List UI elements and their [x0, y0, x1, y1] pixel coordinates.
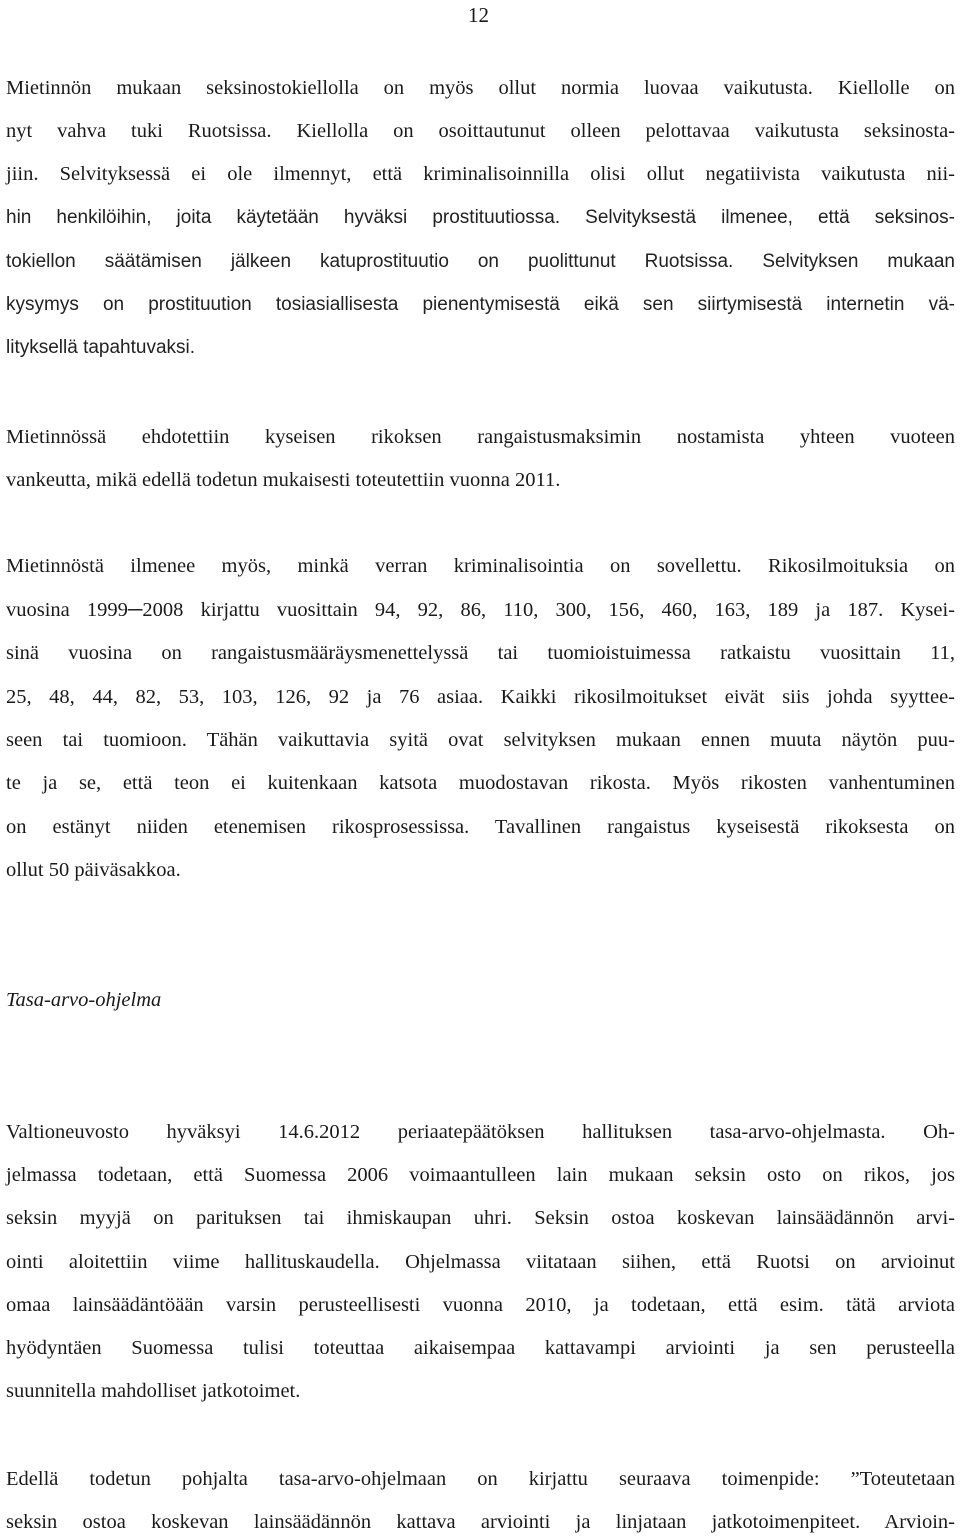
text-line: on estänyt niiden etenemisen rikosprosessissa. Tavallinen rangaistus kyseisestä rikoksesta on: [6, 816, 955, 838]
text-line: Valtioneuvosto hyväksyi 14.6.2012 periaatepäätöksen hallituksen tasa-arvo-ohjelmasta. Oh-: [6, 1121, 955, 1143]
section-heading: Tasa-arvo-ohjelma: [6, 989, 162, 1011]
text-line: seen tai tuomioon. Tähän vaikuttavia syitä ovat selvityksen mukaan ennen muuta näytön puu-: [6, 729, 955, 751]
text-line: ollut 50 päiväsakkoa.: [6, 859, 181, 881]
text-line: vankeutta, mikä edellä todetun mukaisesti toteutettiin vuonna 2011.: [6, 469, 561, 491]
text-line: nyt vahva tuki Ruotsissa. Kiellolla on osoittautunut olleen pelottavaa vaikutusta seksinosta-: [6, 120, 955, 142]
text-line: sinä vuosina on rangaistusmääräysmenettelyssä tai tuomioistuimessa ratkaistu vuosittain 11,: [6, 642, 955, 664]
text-line: kysymys on prostituution tosiasiallisesta pienentymisestä eikä sen siirtymisestä internetin vä-: [6, 294, 955, 315]
text-line: omaa lainsäädäntöään varsin perusteellisesti vuonna 2010, ja todetaan, että esim. tätä arviota: [6, 1294, 955, 1316]
text-line: 25, 48, 44, 82, 53, 103, 126, 92 ja 76 asiaa. Kaikki rikosilmoitukset eivät siis johda syyttee-: [6, 686, 955, 708]
text-line: jelmassa todetaan, että Suomessa 2006 voimaantulleen lain mukaan seksin osto on rikos, jos: [6, 1164, 955, 1186]
text-line: Mietinnössä ehdotettiin kyseisen rikoksen rangaistusmaksimin nostamista yhteen vuoteen: [6, 426, 955, 448]
text-line: Edellä todetun pohjalta tasa-arvo-ohjelmaan on kirjattu seuraava toimenpide: ”Toteutetaan: [6, 1468, 955, 1490]
text-line: hin henkilöihin, joita käytetään hyväksi prostituutiossa. Selvityksestä ilmenee, että seksinos-: [6, 207, 955, 228]
text-line: jiin. Selvityksessä ei ole ilmennyt, että kriminalisoinnilla olisi ollut negatiivista vaikutusta nii-: [6, 163, 955, 185]
text-line: ointi aloitettiin viime hallituskaudella. Ohjelmassa viitataan siihen, että Ruotsi on arvioinut: [6, 1251, 955, 1273]
text-line: suunnitella mahdolliset jatkotoimet.: [6, 1380, 301, 1402]
text-line: seksin ostoa koskevan lainsäädännön kattava arviointi ja linjataan jatkotoimenpiteet. Arvioin-: [6, 1511, 955, 1533]
text-line: tokiellon säätämisen jälkeen katuprostituutio on puolittunut Ruotsissa. Selvityksen mukaan: [6, 251, 955, 272]
text-line: vuosina 1999─2008 kirjattu vuosittain 94, 92, 86, 110, 300, 156, 460, 163, 189 ja 187. Kysei-: [6, 599, 955, 621]
text-line: te ja se, että teon ei kuitenkaan katsota muodostavan rikosta. Myös rikosten vanhentuminen: [6, 772, 955, 794]
text-line: Mietinnön mukaan seksinostokiellolla on myös ollut normia luovaa vaikutusta. Kiellolle on: [6, 77, 955, 99]
text-line: Mietinnöstä ilmenee myös, minkä verran kriminalisointia on sovellettu. Rikosilmoituksia on: [6, 555, 955, 577]
text-line: lityksellä tapahtuvaksi.: [6, 337, 196, 358]
text-line: hyödyntäen Suomessa tulisi toteuttaa aikaisempaa kattavampi arviointi ja sen perusteella: [6, 1337, 955, 1359]
text-line: seksin myyjä on parituksen tai ihmiskaupan uhri. Seksin ostoa koskevan lainsäädännön arvi-: [6, 1207, 955, 1229]
page-number: 12: [468, 3, 489, 27]
